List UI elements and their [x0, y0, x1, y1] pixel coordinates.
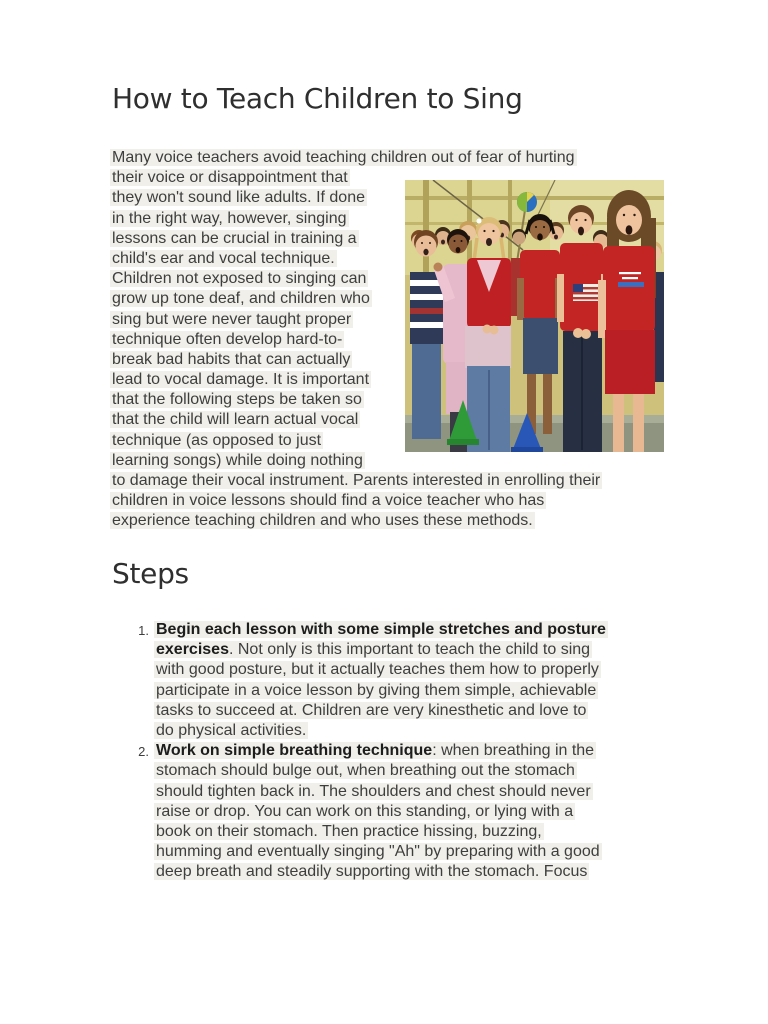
step-line: tasks to succeed at. Children are very kinesthetic and love to — [156, 701, 587, 719]
intro-line: sing but were never taught proper — [112, 310, 352, 328]
step-line: raise or drop. You can work on this standing, or lying with a — [156, 802, 574, 820]
steps-heading: Steps — [112, 557, 189, 590]
step-line: book on their stomach. Then practice hissing, buzzing, — [156, 822, 542, 840]
step-line: with good posture, but it actually teaches them how to properly — [156, 661, 599, 679]
intro-line: lead to vocal damage. It is important — [112, 371, 370, 389]
intro-line: experience teaching children and who uses these methods. — [112, 512, 533, 530]
intro-line: child's ear and vocal technique. — [112, 249, 335, 267]
step-line: exercises. Not only is this important to teach the child to sing — [156, 641, 591, 659]
page-title: How to Teach Children to Sing — [112, 82, 523, 115]
intro-line: Children not exposed to singing can — [112, 270, 367, 288]
step-line: do physical activities. — [156, 721, 307, 739]
steps-list — [138, 620, 608, 882]
step-line: stomach should bulge out, when breathing out the stomach — [156, 762, 575, 780]
step-line: humming and eventually singing "Ah" by preparing with a good — [156, 843, 600, 861]
step-number: 2. — [138, 744, 149, 760]
step-item-1 — [138, 620, 608, 741]
step-line: participate in a voice lesson by giving them simple, achievable — [156, 681, 597, 699]
step-line: Begin each lesson with some simple stretches and posture — [156, 621, 606, 638]
intro-line: grow up tone deaf, and children who — [112, 290, 370, 308]
intro-line: lessons can be crucial in training a — [112, 229, 357, 247]
intro-line: they won't sound like adults. If done — [112, 189, 365, 207]
step-line: deep breath and steadily supporting with the stomach. Focus — [156, 863, 588, 881]
intro-line: that the following steps be taken so — [112, 391, 362, 409]
intro-line: learning songs) while doing nothing — [112, 451, 363, 469]
step-line: Work on simple breathing technique: when breathing in the — [156, 742, 595, 760]
step-number: 1. — [138, 623, 149, 638]
children-choir-photo — [405, 180, 664, 452]
intro-line: their voice or disappointment that — [112, 169, 348, 187]
intro-line: technique often develop hard-to- — [112, 330, 343, 348]
intro-line: technique (as opposed to just — [112, 431, 322, 449]
intro-line: break bad habits that can actually — [112, 350, 351, 368]
intro-line: children in voice lessons should find a voice teacher who has — [112, 492, 545, 510]
intro-line: in the right way, however, singing — [112, 209, 347, 227]
step-line: should tighten back in. The shoulders and chest should never — [156, 782, 591, 800]
intro-line: Many voice teachers avoid teaching children out of fear of hurting — [112, 149, 575, 166]
intro-line: that the child will learn actual vocal — [112, 411, 359, 429]
intro-line: to damage their vocal instrument. Parents interested in enrolling their — [112, 472, 601, 489]
step-item-2 — [138, 741, 608, 882]
